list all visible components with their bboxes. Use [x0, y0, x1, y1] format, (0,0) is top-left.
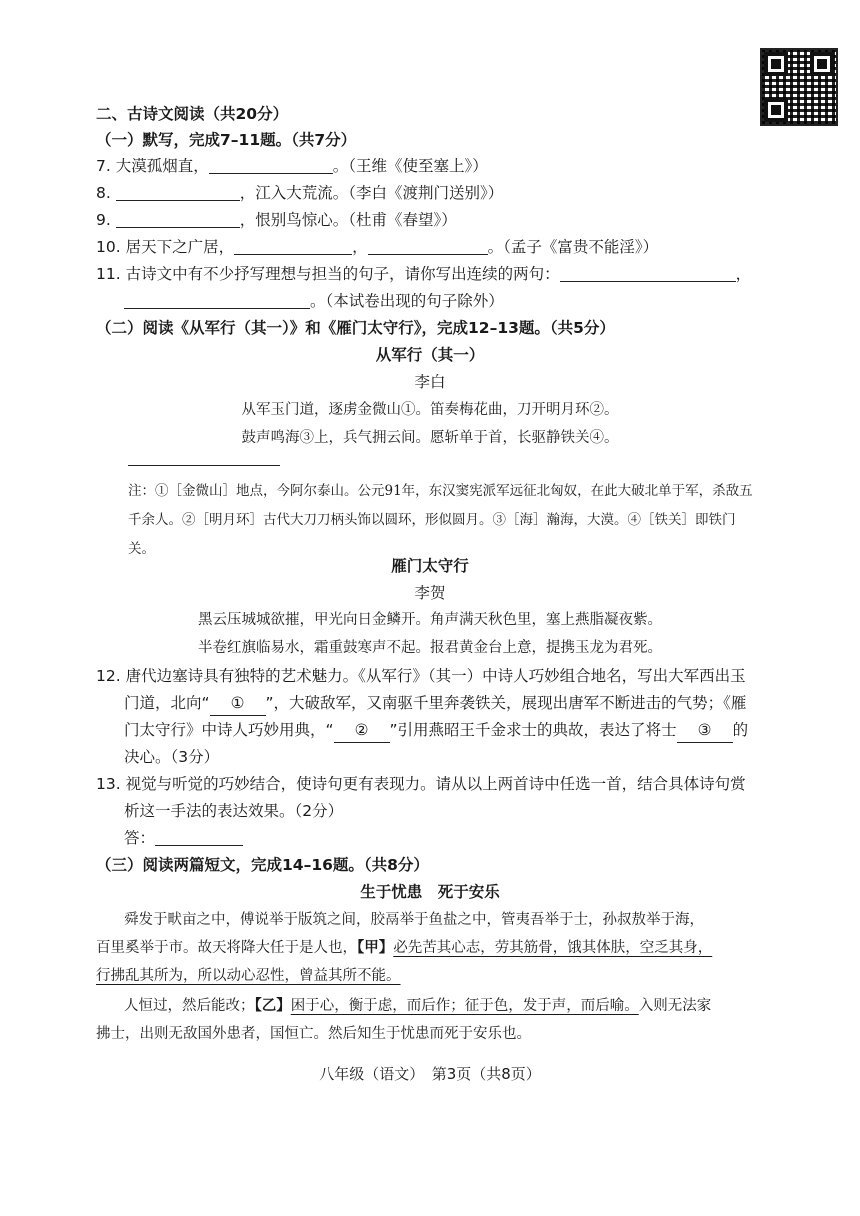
question-13-line1: 13. 视觉与听觉的巧妙结合，使诗句更有表现力。请从以上两首诗中任选一首，结合具体诗句赏	[96, 775, 746, 793]
poem1-line-2: 鼓声鸣海③上，兵气拥云间。愿斩单于首，长驱静铁关④。	[241, 430, 619, 446]
marker-jia: 【甲】	[357, 939, 394, 956]
question-8	[96, 181, 503, 205]
q11-suffix: 。（本试卷出现的句子除外）	[310, 292, 504, 310]
question-9	[96, 208, 457, 232]
question-12-line1: 12. 唐代边塞诗具有独特的艺术魅力。《从军行》（其一）中诗人巧妙组合地名，写出大军西出玉	[96, 667, 746, 685]
poem2-line-1: 黑云压城城欲摧，甲光向日金鳞开。角声满天秋色里，塞上燕脂凝夜紫。	[198, 612, 662, 628]
section-title: 二、古诗文阅读（共20分）	[96, 105, 289, 123]
essay-text-3: 入则无法家	[638, 998, 712, 1014]
part1-title: （一）默写，完成7–11题。（共7分）	[96, 131, 357, 149]
poem2-author: 李贺	[414, 584, 446, 602]
poem1-line-1: 从军玉门道，逐虏金微山①。笛奏梅花曲，刀开明月环②。	[241, 402, 619, 418]
q8-answer-blank[interactable]	[116, 182, 240, 201]
part2-title: （二）阅读《从军行（其一）》和《雁门太守行》，完成12–13题。（共5分）	[96, 319, 615, 337]
poem1-notes: 注：①［金微山］地点，今阿尔泰山。公元91年，东汉窦宪派军远征北匈奴，在此大破北单于军，杀敌五千余人。②［明月环］古代大刀刀柄头饰以圆环，形似圆月。③［海］瀚海，大漠。④［铁关］即铁门关。	[128, 483, 753, 557]
essay-p2-line2: 拂士，出则无敌国外患者，国恒亡。然后知生于忧患而死于安乐也。	[96, 1026, 531, 1042]
q12-text-c: 门太守行》中诗人巧妙用典，“	[124, 721, 334, 739]
answer-label: 答：	[124, 829, 156, 847]
question-7	[96, 154, 488, 178]
q7-answer-blank[interactable]	[209, 155, 333, 174]
marker-yi: 【乙】	[254, 997, 291, 1014]
essay-p1-line3: 行拂乱其所为，所以动心忍性，曾益其所不能。	[96, 968, 401, 984]
footnote-divider	[128, 465, 280, 466]
q8-suffix: ，江入大荒流。（李白《渡荆门送别》）	[239, 184, 504, 202]
q10-answer-blank-2[interactable]	[368, 236, 488, 255]
question-12-line3	[124, 718, 748, 743]
q7-prefix: 7. 大漠孤烟直，	[96, 157, 209, 175]
q11-comma: ，	[735, 265, 752, 283]
page-footer: 八年级（语文） 第3页（共8页）	[319, 1065, 541, 1083]
q10-answer-blank-1[interactable]	[234, 236, 352, 255]
essay-p1-line1: 舜发于畎亩之中，傅说举于版筑之间，胶鬲举于鱼盐之中，管夷吾举于士，孙叔敖举于海，	[124, 912, 704, 928]
q10-prefix: 10. 居天下之广居，	[96, 238, 235, 256]
question-13-answer	[124, 826, 243, 850]
essay-p2-line1	[124, 994, 711, 1018]
essay-title: 生于忧患 死于安乐	[360, 883, 500, 901]
poem1-title: 从军行（其一）	[375, 346, 485, 364]
poem2-title: 雁门太守行	[391, 557, 469, 575]
q12-blank-1[interactable]: ①	[210, 691, 266, 716]
question-11-line1	[96, 262, 751, 286]
question-11-line2	[124, 289, 504, 313]
underlined-text-jia: 必先苦其心志，劳其筋骨，饿其体肤，空乏其身，	[393, 940, 713, 956]
question-12-line4: 决心。（3分）	[124, 748, 220, 766]
q11-answer-blank-1[interactable]	[560, 263, 736, 282]
essay-text: 百里奚举于市。故天将降大任于是人也，	[96, 940, 357, 956]
poem1-author: 李白	[414, 373, 446, 391]
part3-title: （三）阅读两篇短文，完成14–16题。（共8分）	[96, 856, 429, 874]
q9-prefix: 9.	[96, 211, 116, 229]
q12-blank-2[interactable]: ②	[334, 718, 390, 743]
q10-suffix: 。（孟子《富贵不能淫》）	[487, 238, 659, 256]
question-10	[96, 235, 658, 259]
poem2-line-2: 半卷红旗临易水，霜重鼓寒声不起。报君黄金台上意，提携玉龙为君死。	[198, 640, 662, 656]
q10-mid: ，	[352, 238, 368, 256]
question-13-line2: 析这一手法的表达效果。（2分）	[124, 802, 344, 820]
q12-text-a: 门道，北向“	[124, 694, 210, 712]
question-12-line2	[124, 691, 746, 716]
essay-text-2: 人恒过，然后能改；	[124, 998, 255, 1014]
q12-text-d: ”引用燕昭王千金求士的典故，表达了将士	[389, 721, 677, 739]
q11-text: 11. 古诗文中有不少抒写理想与担当的句子，请你写出连续的两句：	[96, 265, 560, 283]
underlined-text-yi: 困于心，衡于虑，而后作；征于色，发于声，而后喻。	[290, 998, 639, 1014]
q7-suffix: 。（王维《使至塞上》）	[332, 157, 488, 175]
q12-text-b: ”，大破敌军，又南驱千里奔袭铁关，展现出唐军不断进击的气势；《雁	[265, 694, 747, 712]
essay-p1-line2	[96, 936, 712, 960]
qr-code-icon	[760, 48, 838, 126]
q12-text-e: 的	[732, 721, 749, 739]
q11-answer-blank-2[interactable]	[124, 290, 310, 309]
q8-prefix: 8.	[96, 184, 116, 202]
q13-answer-blank[interactable]	[155, 827, 243, 846]
q9-answer-blank[interactable]	[116, 209, 240, 228]
q9-suffix: ，恨别鸟惊心。（杜甫《春望》）	[239, 211, 457, 229]
q12-blank-3[interactable]: ③	[677, 718, 733, 743]
